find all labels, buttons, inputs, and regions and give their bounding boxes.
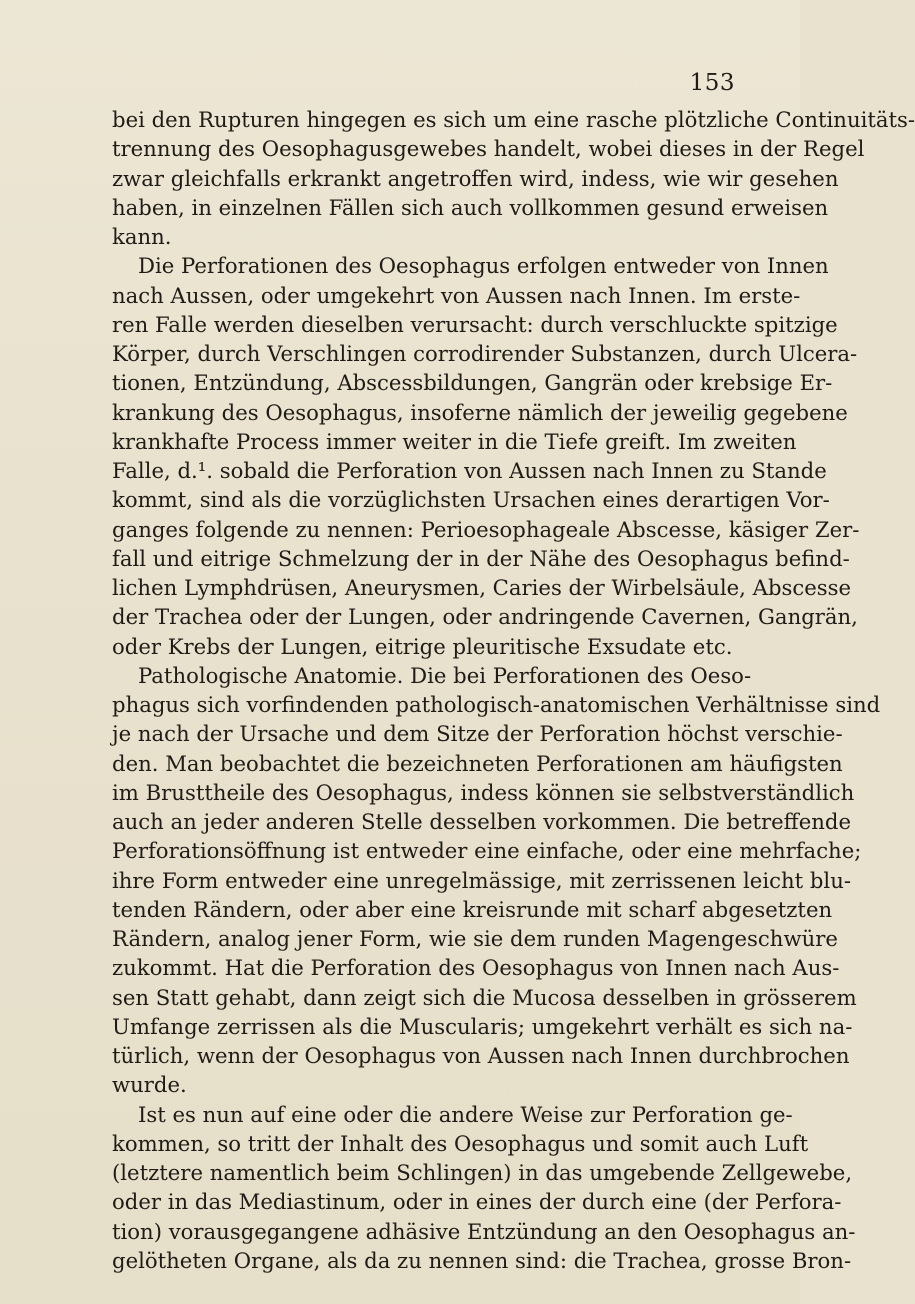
text-line: trennung des Oesophagusgewebes handelt, wobei dieses in der Regel bbox=[112, 136, 865, 162]
text-line: Die Perforationen des Oesophagus erfolgen entweder von Innen bbox=[138, 253, 829, 279]
text-line: kommt, sind als die vorzüglichsten Ursachen eines derartigen Vor- bbox=[112, 487, 830, 513]
text-line: haben, in einzelnen Fällen sich auch vollkommen gesund erweisen bbox=[112, 194, 829, 220]
text-line: im Brusttheile des Oesophagus, indess können sie selbstverständlich bbox=[112, 779, 855, 805]
text-line: je nach der Ursache und dem Sitze der Perforation höchst verschie- bbox=[112, 721, 843, 747]
text-line: türlich, wenn der Oesophagus von Aussen nach Innen durchbrochen bbox=[112, 1043, 850, 1068]
text-line: Pathologische Anatomie. Die bei Perforationen des Oeso- bbox=[138, 662, 752, 688]
text-line: Falle, d.¹. sobald die Perforation von Aussen nach Innen zu Stande bbox=[112, 458, 827, 483]
text-line: ihre Form entweder eine unregelmässige, mit zerrissenen leicht blu- bbox=[112, 867, 851, 893]
text-line: (letztere namentlich beim Schlingen) in das umgebende Zellgewebe, bbox=[112, 1160, 853, 1185]
text-line: kann. bbox=[112, 224, 172, 249]
text-line: zwar gleichfalls erkrankt angetroffen wird, indess, wie wir gesehen bbox=[112, 165, 839, 191]
text-line: tionen, Entzündung, Abscessbildungen, Gangrän oder krebsige Er- bbox=[112, 370, 833, 396]
text-line: ganges folgende zu nennen: Perioesophageale Abscesse, käsiger Zer- bbox=[112, 516, 860, 542]
text-line: ren Falle werden dieselben verursacht: durch verschluckte spitzige bbox=[112, 311, 838, 337]
text-line: kommen, so tritt der Inhalt des Oesophagus und somit auch Luft bbox=[112, 1130, 809, 1156]
text-line: Rändern, analog jener Form, wie sie dem runden Magengeschwüre bbox=[112, 926, 838, 951]
text-line: sen Statt gehabt, dann zeigt sich die Mucosa desselben in grösserem bbox=[112, 984, 857, 1010]
text-line: Körper, durch Verschlingen corrodirender Substanzen, durch Ulcera- bbox=[112, 341, 858, 366]
page-number: 153 bbox=[689, 70, 735, 96]
text-line: Umfange zerrissen als die Muscularis; umgekehrt verhält es sich na- bbox=[112, 1013, 853, 1039]
text-line: auch an jeder anderen Stelle desselben vorkommen. Die betreffende bbox=[112, 809, 852, 834]
text-line: oder Krebs der Lungen, eitrige pleuritische Exsudate etc. bbox=[112, 633, 733, 659]
text-line: zukommt. Hat die Perforation des Oesophagus von Innen nach Aus- bbox=[112, 955, 840, 981]
text-line: oder in das Mediastinum, oder in eines der durch eine (der Perfora- bbox=[112, 1189, 842, 1215]
text-line: gelötheten Organe, als da zu nennen sind: die Trachea, grosse Bron- bbox=[112, 1247, 852, 1273]
text-line: der Trachea oder der Lungen, oder andringende Cavernen, Gangrän, bbox=[112, 604, 858, 630]
text-line: bei den Rupturen hingegen es sich um eine rasche plötzliche Continuitäts- bbox=[112, 107, 915, 132]
text-line: tenden Rändern, oder aber eine kreisrunde mit scharf abgesetzten bbox=[112, 896, 833, 922]
text-line: wurde. bbox=[112, 1072, 187, 1098]
text-line: nach Aussen, oder umgekehrt von Aussen nach Innen. Im erste- bbox=[112, 282, 801, 308]
text-line: lichen Lymphdrüsen, Aneurysmen, Caries der Wirbelsäule, Abscesse bbox=[112, 575, 852, 600]
text-line: den. Man beobachtet die bezeichneten Perforationen am häufigsten bbox=[112, 750, 843, 776]
text-line: Ist es nun auf eine oder die andere Weise zur Perforation ge- bbox=[138, 1101, 793, 1127]
text-line: tion) vorausgegangene adhäsive Entzündung an den Oesophagus an- bbox=[112, 1218, 856, 1244]
text-line: Perforationsöffnung ist entweder eine einfache, oder eine mehrfache; bbox=[112, 838, 862, 864]
body-text bbox=[112, 105, 915, 1275]
text-line: phagus sich vorfindenden pathologisch-anatomischen Verhältnisse sind bbox=[112, 692, 881, 717]
text-line: fall und eitrige Schmelzung der in der Nähe des Oesophagus befind- bbox=[112, 545, 850, 571]
text-line: krankhafte Process immer weiter in die Tiefe greift. Im zweiten bbox=[112, 428, 797, 454]
text-line: krankung des Oesophagus, insoferne nämlich der jeweilig gegebene bbox=[112, 399, 848, 425]
